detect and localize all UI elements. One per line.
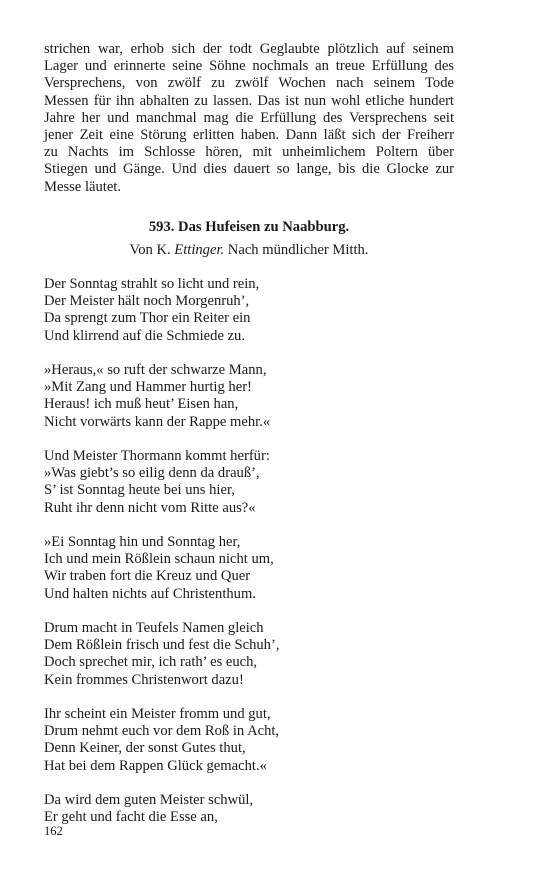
verse-line: Ich und mein Rößlein schaun nicht um, xyxy=(44,551,274,568)
verse-line: »Ei Sonntag hin und Sonntag her, xyxy=(44,534,241,550)
prose-line: Stiegen und Gänge. Und dies dauert so lange, bis die Glocke zur xyxy=(44,161,454,178)
prose-line: Messe läutet. xyxy=(44,178,122,195)
verse-line: Der Meister hält noch Morgenruh’, xyxy=(44,293,250,310)
verse-line: Heraus! ich muß heut’ Eisen han, xyxy=(44,396,239,413)
verse-line: Dem Rößlein frisch und fest die Schuh’, xyxy=(44,637,280,654)
verse-line: Und halten nichts auf Christenthum. xyxy=(44,585,256,602)
verse-line: Denn Keiner, der sonst Gutes thut, xyxy=(44,740,246,757)
verse-line: Ihr scheint ein Meister fromm und gut, xyxy=(44,706,271,722)
verse-line: Und klirrend auf die Schmiede zu. xyxy=(44,327,246,344)
poem-stanza xyxy=(44,276,464,345)
verse-line: Drum macht in Teufels Namen gleich xyxy=(44,620,264,636)
verse-line: S’ ist Sonntag heute bei uns hier, xyxy=(44,482,235,499)
prose-line: Versprechens, von zwölf zu zwölf Wochen nach seinem Tode xyxy=(44,75,454,92)
prose-line: Lager und erinnerte seine Söhne nochmals an treue Erfüllung des xyxy=(44,58,454,75)
section-heading: 593. Das Hufeisen zu Naabburg. xyxy=(148,219,350,235)
poem-stanza xyxy=(44,534,464,603)
verse-line: »Was giebt’s so eilig denn da drauß’, xyxy=(44,465,260,482)
verse-line: Da sprengt zum Thor ein Reiter ein xyxy=(44,310,251,327)
poem-stanza xyxy=(44,448,464,517)
poem-stanza xyxy=(44,620,464,689)
verse-line: Nicht vorwärts kann der Rappe mehr.« xyxy=(44,413,271,430)
prose-line: jener Zeit eine Störung erlitten haben. Dann läßt sich der Freiherr xyxy=(44,127,454,144)
verse-line: Ruht ihr denn nicht vom Ritte aus?« xyxy=(44,499,256,516)
prose-line: Messen für ihn abhalten zu lassen. Das ist nun wohl etliche hundert xyxy=(44,92,454,109)
byline-prefix: Von K. xyxy=(129,242,175,258)
verse-line: Wir traben fort die Kreuz und Quer xyxy=(44,568,251,585)
verse-line: Doch sprechet mir, ich rath’ es euch, xyxy=(44,654,258,671)
byline-author: Ettinger. xyxy=(174,242,225,258)
poem-stanza xyxy=(44,706,464,775)
verse-line: »Heraus,« so ruft der schwarze Mann, xyxy=(44,362,267,378)
poem-stanza xyxy=(44,792,464,826)
verse-line: Kein frommes Christenwort dazu! xyxy=(44,671,244,688)
poem xyxy=(44,276,464,844)
prose-line: strichen war, erhob sich der todt Geglaubte plötzlich auf seinem xyxy=(44,41,454,57)
prose-line: Jahre her und manchmal mag die Erfüllung des Versprechens seit xyxy=(44,109,454,126)
verse-line: »Mit Zang und Hammer hurtig her! xyxy=(44,379,252,396)
prose-line: zu Nachts im Schlosse hören, mit unheimlichem Poltern über xyxy=(44,144,454,161)
verse-line: Drum nehmt euch vor dem Roß in Acht, xyxy=(44,723,280,740)
verse-line: Da wird dem guten Meister schwül, xyxy=(44,792,254,808)
verse-line: Er geht und facht die Esse an, xyxy=(44,809,218,826)
byline-suffix: Nach mündlicher Mitth. xyxy=(224,242,369,258)
verse-line: Und Meister Thormann kommt herfür: xyxy=(44,448,270,464)
prose-paragraph xyxy=(44,41,454,196)
poem-stanza xyxy=(44,362,464,431)
verse-line: Hat bei dem Rappen Glück gemacht.« xyxy=(44,757,267,774)
verse-line: Der Sonntag strahlt so licht und rein, xyxy=(44,276,260,292)
page-number: 162 xyxy=(44,824,63,838)
byline xyxy=(44,242,454,259)
